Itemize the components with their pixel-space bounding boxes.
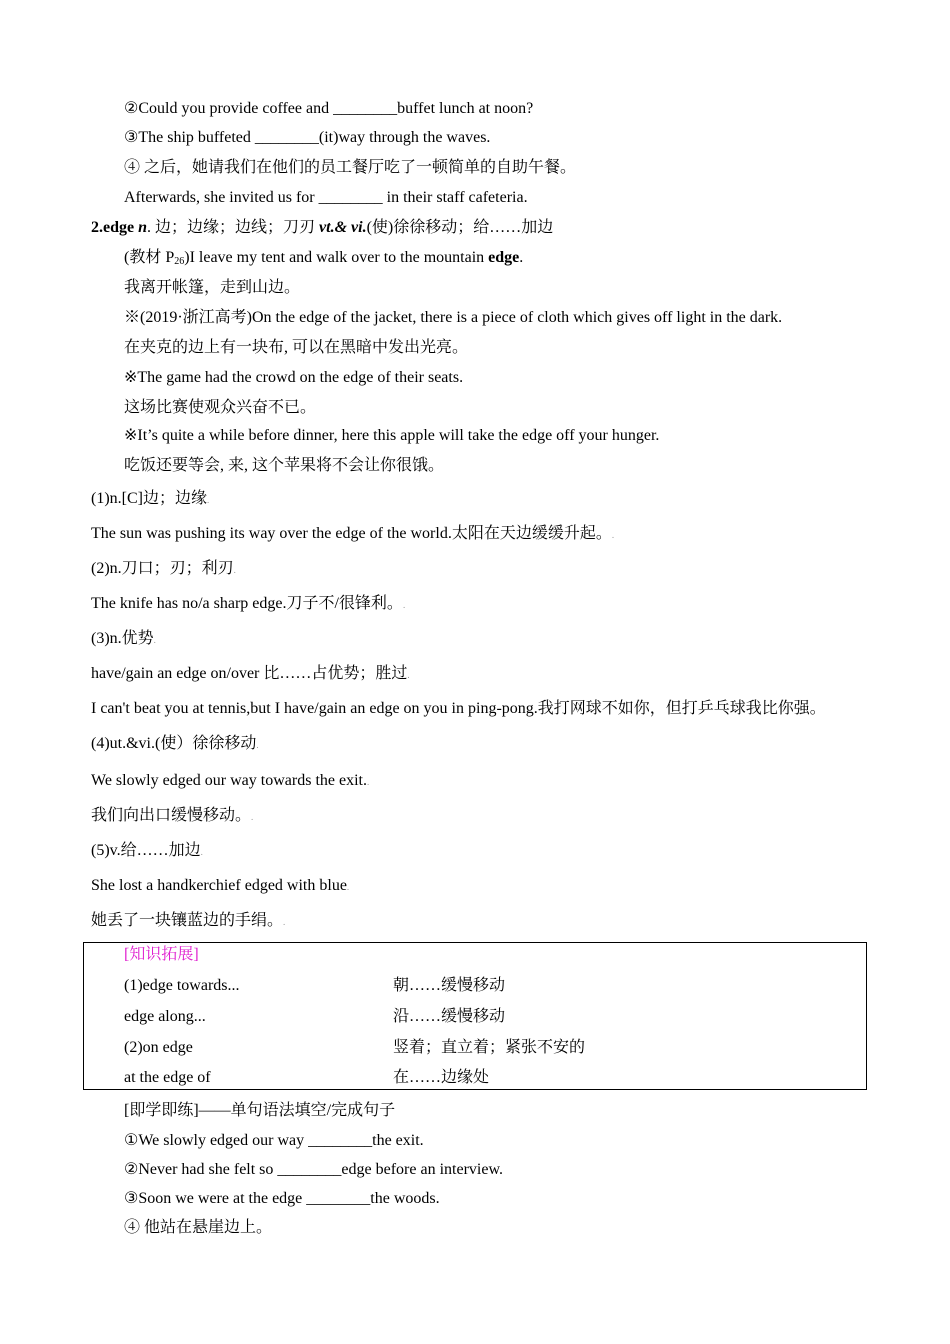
box-row-3-en: (2)on edge <box>124 1039 193 1056</box>
practice-q1: ①We slowly edged our way ________the exit. <box>124 1132 424 1149</box>
sense-5-example: She lost a handkerchief edged with blue. <box>91 877 350 894</box>
textbook-sentence: )I leave my tent and walk over to the mountain <box>184 249 489 266</box>
box-title: [知识拓展] <box>124 946 199 963</box>
practice-q4: ④ 他站在悬崖边上。 <box>124 1219 273 1236</box>
textbook-ref-pre: (教材 P <box>124 249 175 266</box>
box-row-1-cn: 朝……缓慢移动 <box>393 977 506 994</box>
sense-4: (4)ut.&vi.(使）徐徐移动. <box>91 735 259 752</box>
sense-4-example: We slowly edged our way towards the exit.. <box>91 772 370 789</box>
sense-3-phrase: have/gain an edge on/over 比……占优势；胜过. <box>91 665 410 682</box>
box-row-3-cn: 竖着；直立着；紧张不安的 <box>393 1039 586 1056</box>
practice-q2: ②Never had she felt so ________edge before an interview. <box>124 1161 503 1178</box>
sense-4-translation: 我们向出口缓慢移动。. <box>91 807 254 824</box>
sense-1: (1)n.[C]边；边缘. <box>91 490 210 507</box>
textbook-translation: 我离开帐篷，走到山边。 <box>124 279 301 296</box>
practice-q3: ③Soon we were at the edge ________the woods. <box>124 1190 440 1207</box>
practice-title: [即学即练]——单句语法填空/完成句子 <box>124 1102 396 1119</box>
entry-pos-verb: vt.& vi. <box>319 219 367 236</box>
sense-3-example: I can't beat you at tennis,but I have/gain an edge on you in ping-pong.我打网球不如你，但打乒乓球我比你强。 <box>91 700 826 717</box>
textbook-period: . <box>519 249 524 266</box>
exercise-line-2: ②Could you provide coffee and ________buffet lunch at noon? <box>124 100 534 117</box>
sense-2: (2)n.刀口；刃；利刃. <box>91 560 236 577</box>
box-row-4-cn: 在……边缘处 <box>393 1069 490 1086</box>
textbook-page: 26 <box>174 256 185 267</box>
sense-3: (3)n.优势. <box>91 630 156 647</box>
example-2-translation: 这场比赛使观众兴奋不已。 <box>124 399 317 416</box>
box-row-1-en: (1)edge towards... <box>124 977 240 994</box>
box-row-4-en: at the edge of <box>124 1069 211 1086</box>
example-1-translation: 在夹克的边上有一块布, 可以在黑暗中发出光亮。 <box>124 339 469 356</box>
box-row-2-cn: 沿……缓慢移动 <box>393 1008 506 1025</box>
sense-5: (5)v.给……加边. <box>91 842 203 859</box>
entry-def-noun: . 边；边缘；边线；刀刃 <box>147 219 320 236</box>
sense-5-translation: 她丢了一块镶蓝边的手绢。. <box>91 912 286 929</box>
entry-pos-noun: n <box>138 219 148 236</box>
example-3: ※It’s quite a while before dinner, here this apple will take the edge off your hunger. <box>124 427 660 444</box>
entry-def-verb: (使)徐徐移动；给……加边 <box>366 219 554 236</box>
entry-heading <box>91 218 553 238</box>
example-1: ※(2019·浙江高考)On the edge of the jacket, there is a piece of cloth which gives off light in the dark. <box>124 309 783 326</box>
exercise-line-3: ③The ship buffeted ________(it)way through the waves. <box>124 129 491 146</box>
entry-head-word: 2.edge <box>91 219 139 236</box>
example-2: ※The game had the crowd on the edge of their seats. <box>124 369 464 386</box>
example-3-translation: 吃饭还要等会, 来, 这个苹果将不会让你很饿。 <box>124 457 445 474</box>
textbook-example <box>124 248 523 272</box>
textbook-keyword: edge <box>488 249 520 266</box>
sense-2-example: The knife has no/a sharp edge.刀子不/很锋利。. <box>91 595 406 612</box>
sense-1-example: The sun was pushing its way over the edge of the world.太阳在天边缓缓升起。. <box>91 525 615 542</box>
exercise-line-5: Afterwards, she invited us for ________ in their staff cafeteria. <box>124 189 528 206</box>
exercise-line-4: ④ 之后，她请我们在他们的员工餐厅吃了一顿简单的自助午餐。 <box>124 159 577 176</box>
box-row-2-en: edge along... <box>124 1008 206 1025</box>
